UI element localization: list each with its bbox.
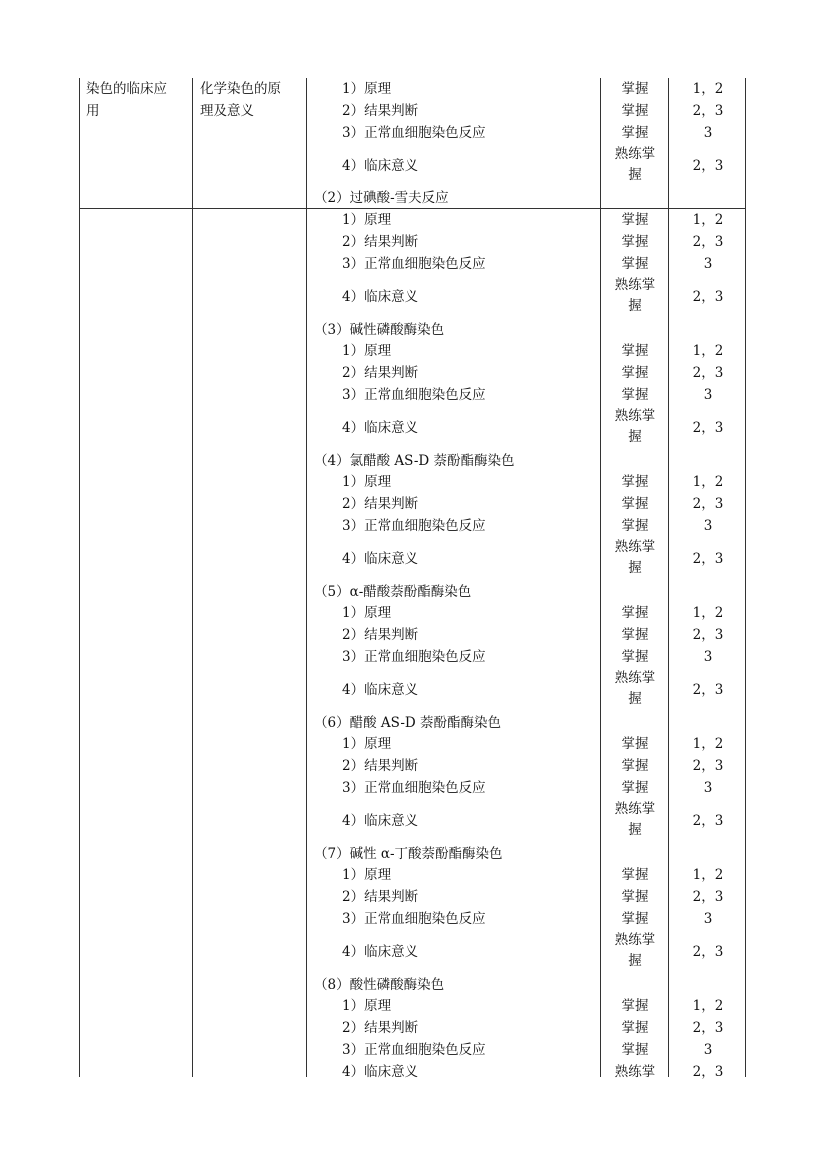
- requirement-level: 熟练掌握: [614, 539, 656, 576]
- content-item: 1）原理: [342, 736, 392, 752]
- hours-value: 3: [703, 387, 713, 403]
- hours-value: 3: [703, 780, 713, 796]
- content-item: 1）原理: [342, 474, 392, 490]
- table-border-left: [79, 78, 80, 1077]
- requirement-level: 熟练掌: [614, 1064, 656, 1080]
- hours-value: 2，3: [692, 365, 724, 381]
- section-heading: （4）氯醋酸 AS-D 萘酚酯酶染色: [314, 453, 515, 469]
- content-item: 3）正常血细胞染色反应: [342, 649, 486, 665]
- hours-value: 3: [703, 649, 713, 665]
- hours-value: 1，2: [692, 212, 724, 228]
- requirement-level: 掌握: [621, 1042, 649, 1058]
- hours-value: 2，3: [692, 234, 724, 250]
- content-item: 2）结果判断: [342, 889, 419, 905]
- content-item: 2）结果判断: [342, 1020, 419, 1036]
- content-item: 2）结果判断: [342, 365, 419, 381]
- section-heading: （8）酸性磷酸酶染色: [314, 977, 445, 993]
- content-item: 3）正常血细胞染色反应: [342, 256, 486, 272]
- hours-value: 1，2: [692, 474, 724, 490]
- column-divider-2: [306, 78, 307, 1077]
- content-item: 3）正常血细胞染色反应: [342, 1042, 486, 1058]
- hours-value: 1，2: [692, 998, 724, 1014]
- requirement-level: 掌握: [621, 103, 649, 119]
- requirement-level: 熟练掌握: [614, 801, 656, 838]
- unit-name-cont: 理及意义: [200, 103, 254, 119]
- section-heading: （6）醋酸 AS-D 萘酚酯酶染色: [314, 715, 502, 731]
- content-item: 4）临床意义: [342, 944, 419, 960]
- content-item: 3）正常血细胞染色反应: [342, 125, 486, 141]
- content-item: 3）正常血细胞染色反应: [342, 780, 486, 796]
- hours-value: 2，3: [692, 627, 724, 643]
- content-item: 4）临床意义: [342, 682, 419, 698]
- hours-value: 2，3: [692, 813, 724, 829]
- requirement-level: 掌握: [621, 911, 649, 927]
- requirement-level: 掌握: [621, 256, 649, 272]
- section-heading: （5）α-醋酸萘酚酯酶染色: [314, 584, 472, 600]
- requirement-level: 掌握: [621, 1020, 649, 1036]
- content-item: 4）临床意义: [342, 551, 419, 567]
- hours-value: 2，3: [692, 944, 724, 960]
- content-item: 4）临床意义: [342, 420, 419, 436]
- section-heading: （2）过碘酸-雪夫反应: [314, 190, 449, 206]
- hours-value: 3: [703, 256, 713, 272]
- hours-value: 2，3: [692, 1020, 724, 1036]
- content-item: 3）正常血细胞染色反应: [342, 518, 486, 534]
- content-item: 1）原理: [342, 343, 392, 359]
- hours-value: 2，3: [692, 158, 724, 174]
- requirement-level: 熟练掌握: [614, 408, 656, 445]
- content-item: 1）原理: [342, 998, 392, 1014]
- requirement-level: 掌握: [621, 474, 649, 490]
- hours-value: 3: [703, 1042, 713, 1058]
- requirement-level: 熟练掌握: [614, 932, 656, 969]
- content-item: 4）临床意义: [342, 289, 419, 305]
- content-item: 1）原理: [342, 212, 392, 228]
- content-item: 3）正常血细胞染色反应: [342, 387, 486, 403]
- content-item: 2）结果判断: [342, 103, 419, 119]
- requirement-level: 掌握: [621, 518, 649, 534]
- requirement-level: 掌握: [621, 867, 649, 883]
- section-heading: （3）碱性磷酸酶染色: [314, 322, 445, 338]
- requirement-level: 熟练掌握: [614, 277, 656, 314]
- content-item: 4）临床意义: [342, 813, 419, 829]
- requirement-level: 掌握: [621, 758, 649, 774]
- requirement-level: 掌握: [621, 998, 649, 1014]
- requirement-level: 掌握: [621, 736, 649, 752]
- requirement-level: 掌握: [621, 387, 649, 403]
- requirement-level: 掌握: [621, 343, 649, 359]
- requirement-level: 掌握: [621, 649, 649, 665]
- content-item: 2）结果判断: [342, 234, 419, 250]
- hours-value: 2，3: [692, 289, 724, 305]
- hours-value: 1，2: [692, 81, 724, 97]
- content-item: 2）结果判断: [342, 758, 419, 774]
- content-item: 1）原理: [342, 867, 392, 883]
- requirement-level: 掌握: [621, 365, 649, 381]
- content-item: 4）临床意义: [342, 1064, 419, 1080]
- hours-value: 2，3: [692, 551, 724, 567]
- requirement-level: 掌握: [621, 627, 649, 643]
- requirement-level: 掌握: [621, 496, 649, 512]
- module-name: 染色的临床应: [86, 81, 167, 97]
- table-border-right: [745, 78, 746, 1077]
- hours-value: 3: [703, 125, 713, 141]
- content-item: 4）临床意义: [342, 158, 419, 174]
- hours-value: 2，3: [692, 1064, 724, 1080]
- requirement-level: 熟练掌握: [614, 146, 656, 183]
- requirement-level: 掌握: [621, 212, 649, 228]
- section-heading: （7）碱性 α-丁酸萘酚酯酶染色: [314, 846, 503, 862]
- hours-value: 1，2: [692, 867, 724, 883]
- hours-value: 3: [703, 911, 713, 927]
- content-item: 3）正常血细胞染色反应: [342, 911, 486, 927]
- module-name-cont: 用: [86, 103, 100, 119]
- requirement-level: 熟练掌握: [614, 670, 656, 707]
- requirement-level: 掌握: [621, 889, 649, 905]
- hours-value: 1，2: [692, 343, 724, 359]
- hours-value: 1，2: [692, 736, 724, 752]
- content-item: 2）结果判断: [342, 627, 419, 643]
- hours-value: 3: [703, 518, 713, 534]
- column-divider-1: [192, 78, 193, 1077]
- requirement-level: 掌握: [621, 234, 649, 250]
- column-divider-4: [668, 78, 669, 1077]
- column-divider-3: [600, 78, 601, 1077]
- content-item: 1）原理: [342, 81, 392, 97]
- hours-value: 2，3: [692, 889, 724, 905]
- content-item: 1）原理: [342, 605, 392, 621]
- requirement-level: 掌握: [621, 780, 649, 796]
- hours-value: 2，3: [692, 758, 724, 774]
- hours-value: 2，3: [692, 103, 724, 119]
- hours-value: 1，2: [692, 605, 724, 621]
- content-item: 2）结果判断: [342, 496, 419, 512]
- hours-value: 2，3: [692, 682, 724, 698]
- requirement-level: 掌握: [621, 81, 649, 97]
- unit-name: 化学染色的原: [200, 81, 281, 97]
- requirement-level: 掌握: [621, 605, 649, 621]
- requirement-level: 掌握: [621, 125, 649, 141]
- hours-value: 2，3: [692, 420, 724, 436]
- hours-value: 2，3: [692, 496, 724, 512]
